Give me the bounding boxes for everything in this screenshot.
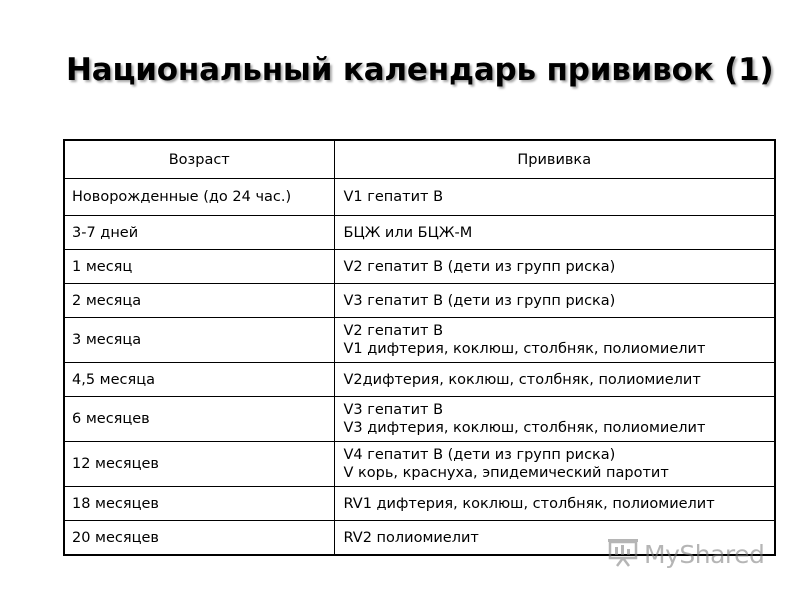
age-cell: 3-7 дней — [64, 216, 334, 250]
age-cell: 2 месяца — [64, 284, 334, 318]
table-row — [64, 284, 775, 318]
vaccine-line: V1 дифтерия, коклюш, столбняк, полиомиелит — [343, 341, 706, 357]
vaccination-schedule-table — [63, 139, 776, 556]
vaccine-line: БЦЖ или БЦЖ-М — [343, 224, 473, 241]
table-row — [64, 442, 775, 487]
column-header-vaccine: Прививка — [334, 140, 775, 179]
table-row — [64, 487, 775, 521]
vaccine-cell — [334, 487, 775, 521]
vaccine-line: V1 гепатит В — [343, 189, 444, 205]
table-row — [64, 318, 775, 363]
vaccine-line: V2 гепатит В — [343, 323, 444, 339]
table-row — [64, 179, 775, 216]
vaccine-line: V2 гепатит В (дети из групп риска) — [343, 258, 616, 275]
table-row — [64, 363, 775, 397]
vaccine-cell — [334, 179, 775, 216]
column-header-age: Возраст — [64, 140, 334, 179]
table-row — [64, 397, 775, 442]
vaccine-cell — [334, 442, 775, 487]
watermark-text: MyShared — [644, 539, 765, 569]
age-cell: 20 месяцев — [64, 521, 334, 556]
table-header-row — [64, 140, 775, 179]
vaccine-line: RV2 полиомиелит — [343, 529, 479, 546]
vaccine-line: V3 гепатит В — [343, 402, 444, 418]
vaccine-cell — [334, 397, 775, 442]
vaccine-cell — [334, 284, 775, 318]
age-cell: 4,5 месяца — [64, 363, 334, 397]
age-cell: 6 месяцев — [64, 397, 334, 442]
vaccine-line: V3 дифтерия, коклюш, столбняк, полиомиелит — [343, 420, 706, 436]
watermark-logo — [606, 536, 766, 572]
vaccine-cell — [334, 250, 775, 284]
vaccine-cell — [334, 363, 775, 397]
vaccine-line: V4 гепатит В (дети из групп риска) — [343, 447, 616, 463]
age-cell: 18 месяцев — [64, 487, 334, 521]
age-cell: 12 месяцев — [64, 442, 334, 487]
table-row — [64, 216, 775, 250]
age-cell: 1 месяц — [64, 250, 334, 284]
vaccine-line: RV1 дифтерия, коклюш, столбняк, полиомиелит — [343, 495, 715, 512]
vaccine-line: V корь, краснуха, эпидемический паротит — [343, 465, 669, 481]
vaccine-cell — [334, 216, 775, 250]
table-row — [64, 250, 775, 284]
age-cell: 3 месяца — [64, 318, 334, 363]
page-title: Национальный календарь прививок (1) — [66, 52, 774, 88]
vaccine-cell — [334, 318, 775, 363]
age-cell: Новорожденные (до 24 час.) — [64, 179, 334, 216]
vaccine-line: V2дифтерия, коклюш, столбняк, полиомиелит — [343, 371, 701, 388]
vaccine-line: V3 гепатит В (дети из групп риска) — [343, 292, 616, 309]
presentation-board-icon — [606, 536, 640, 572]
